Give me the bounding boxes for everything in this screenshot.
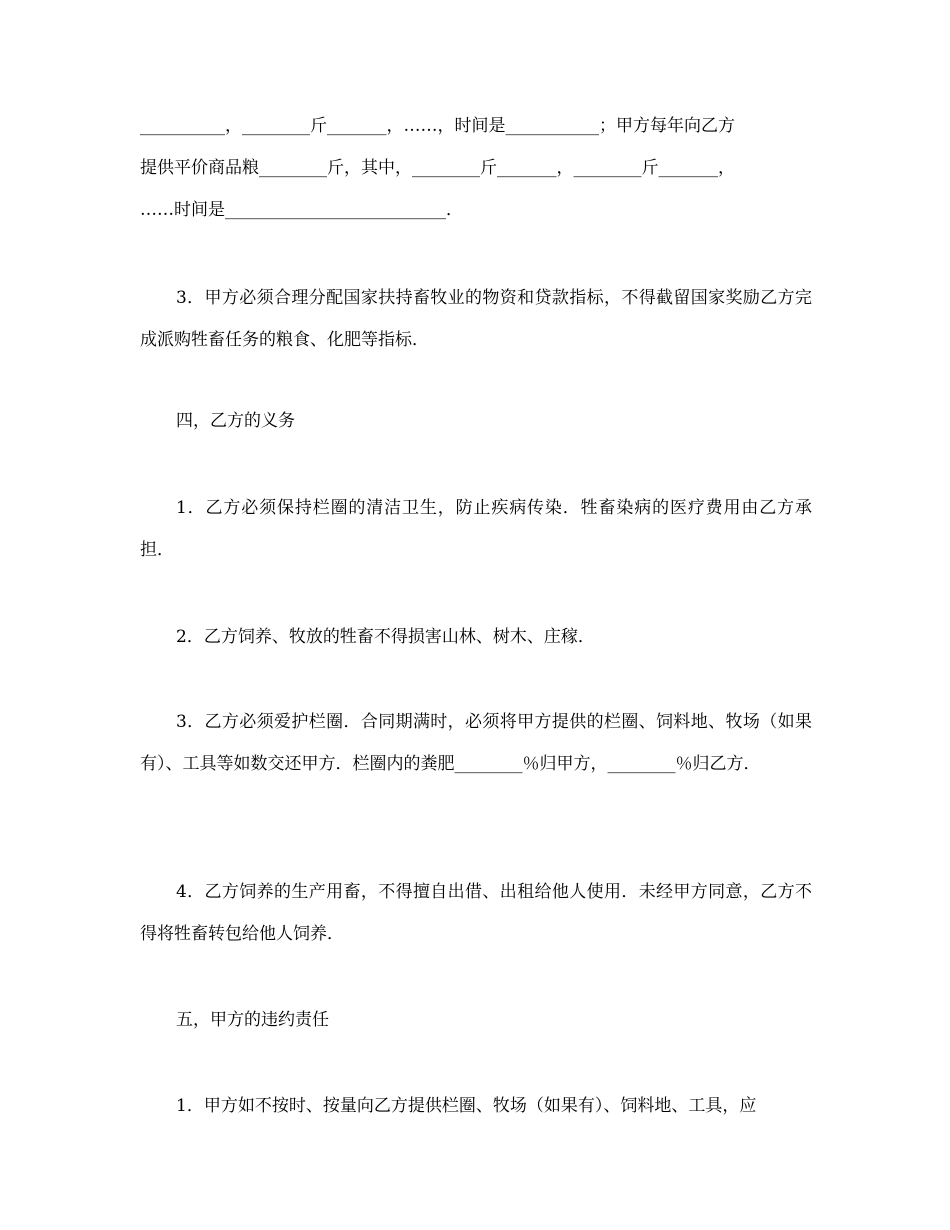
paragraph-clause-3-party-a: 3．甲方必须合理分配国家扶持畜牧业的物资和贷款指标，不得截留国家奖励乙方完成派购牲畜任务的粮食、化肥等指标． <box>140 288 812 350</box>
text-line: ……时间是__________________________． <box>140 200 463 220</box>
paragraph-clause-1-party-b: 1．乙方必须保持栏圈的清洁卫生，防止疾病传染．牲畜染病的医疗费用由乙方承担． <box>140 498 812 560</box>
paragraph-grain-supply <box>140 105 812 231</box>
text-line: 提供平价商品粮________斤，其中，________斤_______，________斤_______， <box>140 158 735 178</box>
paragraph-clause-3-party-b: 3．乙方必须爱护栏圈．合同期满时，必须将甲方提供的栏圈、饲料地、牧场（如果有）、工具等如数交还甲方．栏圈内的粪肥________％归甲方，________％归乙方． <box>140 712 812 774</box>
section-heading-party-a-liability: 五，甲方的违约责任 <box>176 1010 329 1030</box>
paragraph-clause-1-party-a-liability: 1．甲方如不按时、按量向乙方提供栏圈、牧场（如果有）、饲料地、工具，应 <box>176 1096 757 1116</box>
paragraph-clause-2-party-b: 2．乙方饲养、牧放的牲畜不得损害山林、树木、庄稼． <box>176 627 595 647</box>
paragraph-clause-4-party-b: 4．乙方饲养的生产用畜，不得擅自出借、出租给他人使用．未经甲方同意，乙方不得将牲畜转包给他人饲养． <box>140 882 812 944</box>
section-heading-party-b-obligations: 四，乙方的义务 <box>176 411 295 431</box>
text-line: __________，________斤_______，……，时间是___________；甲方每年向乙方 <box>140 116 735 136</box>
